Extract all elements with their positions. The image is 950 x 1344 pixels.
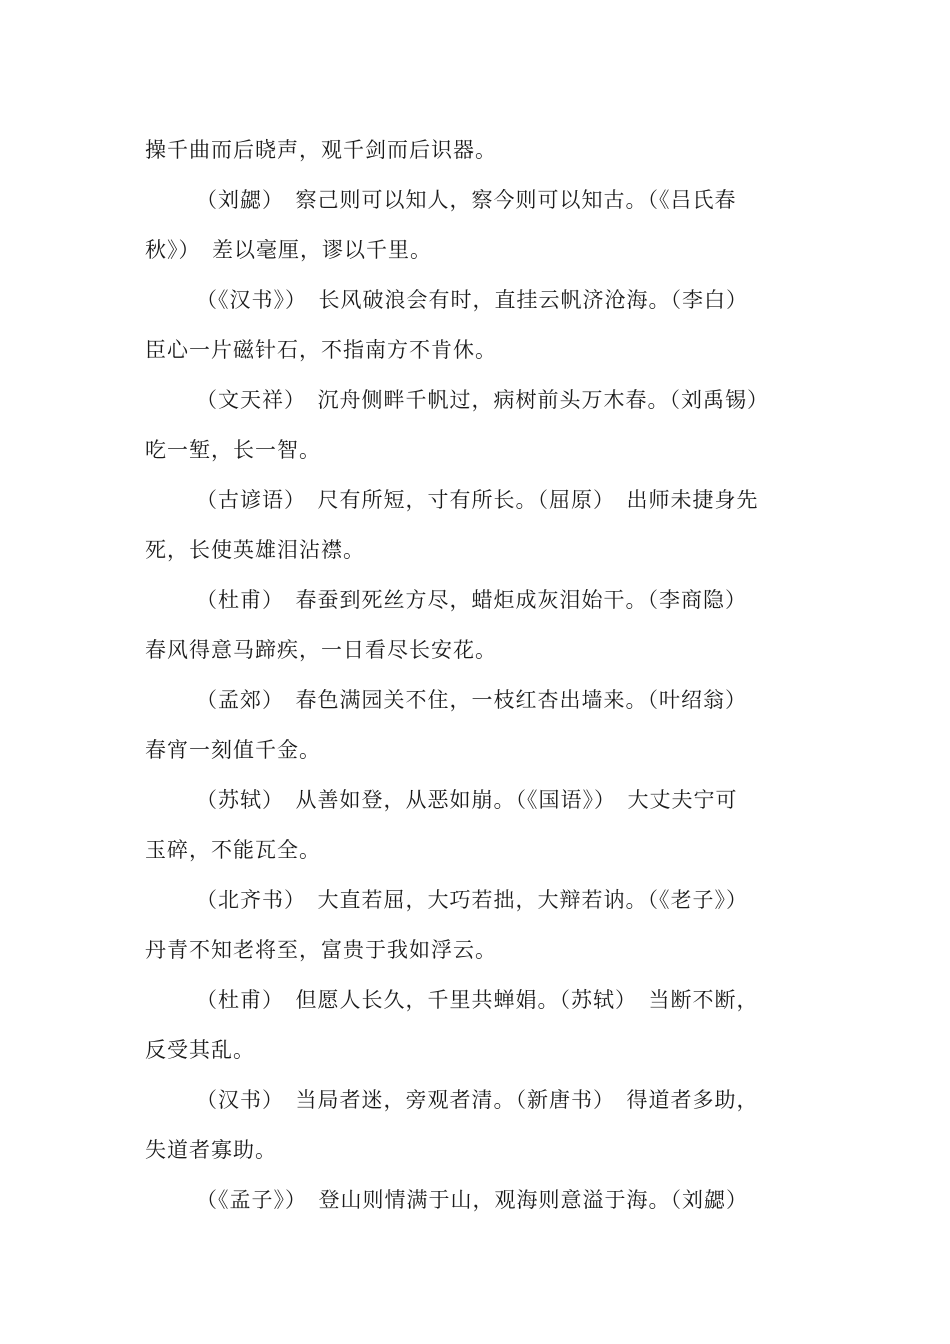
text-line: （文天祥） 沉舟侧畔千帆过，病树前头万木春。（刘禹锡） — [196, 388, 769, 412]
text-line: 秋》） 差以毫厘，谬以千里。 — [145, 238, 432, 262]
text-line: （《孟子》） 登山则情满于山，观海则意溢于海。（刘勰） — [196, 1188, 748, 1212]
text-line: （北齐书） 大直若屈，大巧若拙，大辩若讷。（《老子》） — [196, 888, 748, 912]
text-line: （刘勰） 察己则可以知人，察今则可以知古。（《吕氏春 — [196, 188, 737, 212]
text-line: 丹青不知老将至，富贵于我如浮云。 — [145, 938, 497, 962]
text-line: （古谚语） 尺有所短，寸有所长。（屈原） 出师未捷身先 — [196, 488, 759, 512]
text-line: 玉碎，不能瓦全。 — [145, 838, 321, 862]
text-line: （《汉书》） 长风破浪会有时，直挂云帆济沧海。（李白） — [196, 288, 748, 312]
text-line: 春宵一刻值千金。 — [145, 738, 321, 762]
text-line: 臣心一片磁针石，不指南方不肯休。 — [145, 338, 497, 362]
text-line: 失道者寡助。 — [145, 1138, 277, 1162]
text-line: （杜甫） 但愿人长久，千里共蝉娟。（苏轼） 当断不断， — [196, 988, 759, 1012]
text-line: （杜甫） 春蚕到死丝方尽，蜡炬成灰泪始干。（李商隐） — [196, 588, 747, 612]
text-line: （汉书） 当局者迷，旁观者清。（新唐书） 得道者多助， — [196, 1088, 759, 1112]
text-line: 吃一堑，长一智。 — [145, 438, 321, 462]
text-line: 春风得意马蹄疾，一日看尽长安花。 — [145, 638, 497, 662]
text-line: （孟郊） 春色满园关不住，一枝红杏出墙来。（叶绍翁） — [196, 688, 747, 712]
text-line: 反受其乱。 — [145, 1038, 255, 1062]
text-line: （苏轼） 从善如登，从恶如崩。（《国语》） 大丈夫宁可 — [196, 788, 738, 812]
text-line: 死，长使英雄泪沾襟。 — [145, 538, 365, 562]
text-line: 操千曲而后晓声，观千剑而后识器。 — [145, 138, 497, 162]
